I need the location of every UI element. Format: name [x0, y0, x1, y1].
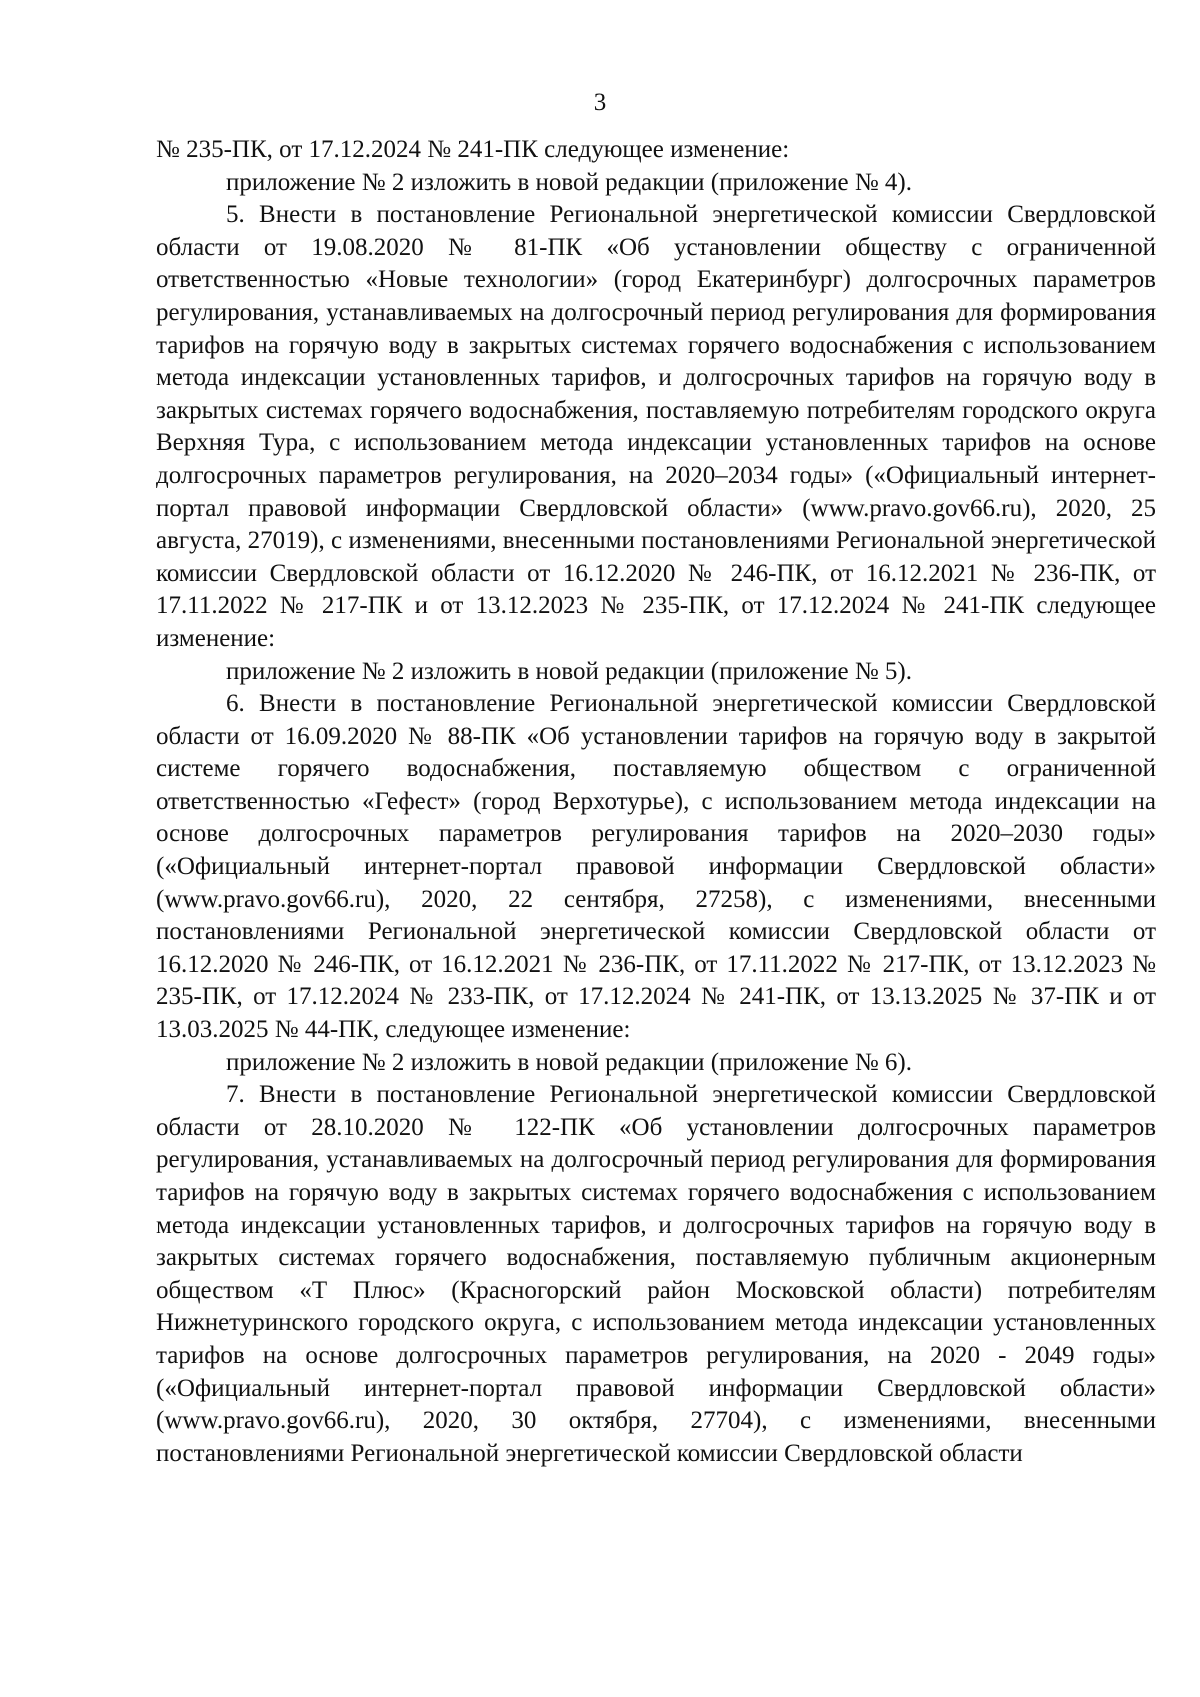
document-body: [156, 134, 1156, 1470]
paragraph-amendment-4: приложение № 2 изложить в новой редакции (приложение № 4).: [226, 168, 913, 196]
paragraph-item-7: 7. Внести в постановление Региональной энергетической комиссии Свердловской области от 28.10.2020 № 122-ПК «Об установлении долгосрочных параметров регулирования, устанавливаемых на долгосрочный период регулирования для формирования тарифов на горячую воду в закрытых системах горячего водоснабжения с использованием метода индексации установленных тарифов, и долгосрочных тарифов на горячую воду в закрытых системах горячего водоснабжения, поставляемую публичным акционерным обществом «Т Плюс» (Красногорский район Московской области) потребителям Нижнетуринского городского округа, с использованием метода индексации установленных тарифов на основе долгосрочных параметров регулирования, на 2020 - 2049 годы» («Официальный интернет-портал правовой информации Свердловской области» (www.pravo.gov66.ru), 2020, 30 октября, 27704), с изменениями, внесенными постановлениями Региональной энергетической комиссии Свердловской области: [156, 1081, 1156, 1467]
paragraph-item-5: 5. Внести в постановление Региональной энергетической комиссии Свердловской области от 19.08.2020 № 81-ПК «Об установлении обществу с ограниченной ответственностью «Новые технологии» (город Екатеринбург) долгосрочных параметров регулирования, устанавливаемых на долгосрочный период регулирования для формирования тарифов на горячую воду в закрытых системах горячего водоснабжения с использованием метода индексации установленных тарифов, и долгосрочных тарифов на горячую воду в закрытых системах горячего водоснабжения, поставляемую потребителям городского округа Верхняя Тура, с использованием метода индексации установленных тарифов на основе долгосрочных параметров регулирования, на 2020–2034 годы» («Официальный интернет-портал правовой информации Свердловской области» (www.pravo.gov66.ru), 2020, 25 августа, 27019), с изменениями, внесенными постановлениями Региональной энергетической комиссии Свердловской области от 16.12.2020 № 246-ПК, от 16.12.2021 № 236-ПК, от 17.11.2022 № 217-ПК и от 13.12.2023 № 235-ПК, от 17.12.2024 № 241-ПК следующее изменение:: [156, 201, 1156, 652]
page-number: 3: [593, 89, 607, 116]
paragraph-continuation: № 235-ПК, от 17.12.2024 № 241-ПК следующее изменение:: [156, 136, 790, 163]
paragraph-amendment-6: приложение № 2 изложить в новой редакции (приложение № 6).: [226, 1048, 913, 1076]
paragraph-item-6: 6. Внести в постановление Региональной энергетической комиссии Свердловской области от 16.09.2020 № 88-ПК «Об установлении тарифов на горячую воду в закрытой системе горячего водоснабжения, поставляемую обществом с ограниченной ответственностью «Гефест» (город Верхотурье), с использованием метода индексации на основе долгосрочных параметров регулирования тарифов на 2020–2030 годы» («Официальный интернет-портал правовой информации Свердловской области» (www.pravo.gov66.ru), 2020, 22 сентября, 27258), с изменениями, внесенными постановлениями Региональной энергетической комиссии Свердловской области от 16.12.2020 № 246-ПК, от 16.12.2021 № 236-ПК, от 17.11.2022 № 217-ПК, от 13.12.2023 № 235-ПК, от 17.12.2024 № 233-ПК, от 17.12.2024 № 241-ПК, от 13.13.2025 № 37-ПК и от 13.03.2025 № 44-ПК, следующее изменение:: [156, 690, 1156, 1044]
paragraph-amendment-5: приложение № 2 изложить в новой редакции (приложение № 5).: [226, 657, 913, 685]
